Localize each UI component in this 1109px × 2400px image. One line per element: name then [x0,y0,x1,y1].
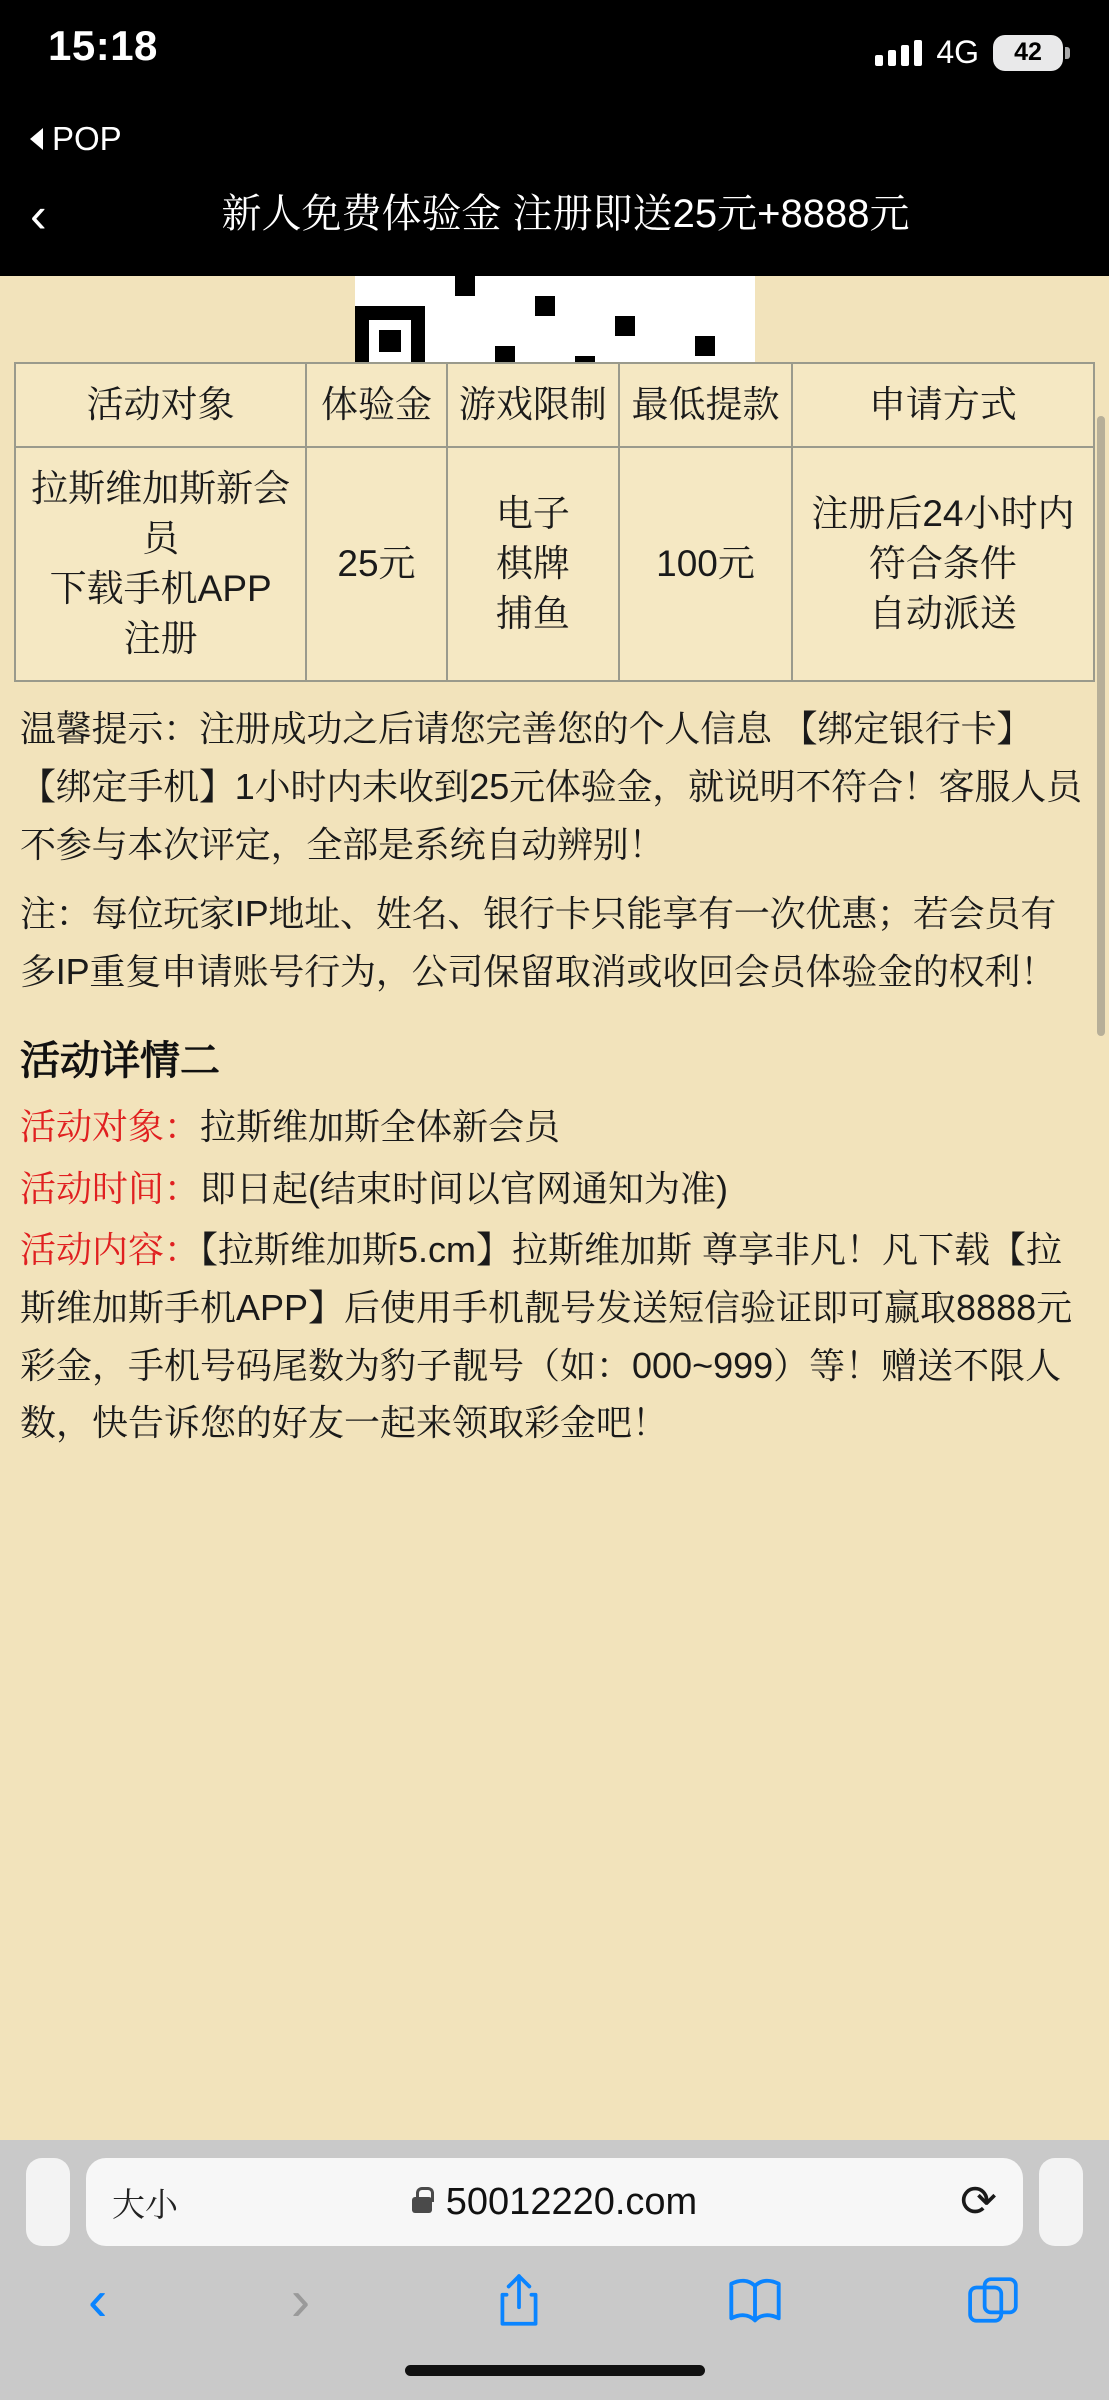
back-to-app-button[interactable] [0,118,1109,166]
qr-code-image [355,276,755,362]
game-limit-line: 电子 [495,492,570,534]
back-triangle-icon [30,128,43,150]
detail-content: 【拉斯维加斯5.cm】拉斯维加斯 尊享非凡！凡下载【拉斯维加斯手机APP】后使用手机靓号发送短信验证即可赢取8888元彩金，手机号码尾数为豹子靓号（如：000~999）等！赠送不限人数，快告诉您的好友一起来领取彩金吧！ [20,1229,1073,1444]
address-bar[interactable] [86,2158,1023,2246]
subject-line: 注册 [123,617,198,659]
qr-code-area [14,276,1095,362]
detail-key: 活动对象： [20,1106,201,1148]
browser-toolbar [26,2246,1083,2340]
page-title-bar [0,166,1109,276]
scrollbar[interactable] [1097,416,1105,1036]
web-content[interactable] [0,276,1109,2140]
network-type-label: 4G [936,34,979,70]
game-limit-line: 捕鱼 [495,592,570,634]
status-indicators [875,34,1063,71]
table-header-cell: 申请方式 [792,363,1094,447]
battery-icon: 42 [993,35,1063,71]
url-row [26,2158,1083,2246]
note-text: 注：每位玩家IP地址、姓名、银行卡只能享有一次优惠；若会员有多IP重复申请账号行为，公司保留取消或收回会员体验金的权利！ [20,892,1057,992]
home-indicator-area [26,2340,1083,2400]
status-bar [0,0,1109,118]
table-header-cell: 体验金 [306,363,446,447]
apply-line: 自动派送 [868,592,1017,634]
table-cell-game-limit [447,447,620,681]
table-cell-apply [792,447,1094,681]
browser-bottom-bar [0,2140,1109,2400]
table-header-cell: 最低提款 [619,363,792,447]
page-title: 新人免费体验金 注册即送25元+8888元 [221,192,910,237]
back-to-app-label: POP [52,120,122,157]
detail-row [14,1158,1095,1220]
detail-row [14,1096,1095,1158]
detail-value: 拉斯维加斯全体新会员 [200,1106,561,1148]
next-tab-edge[interactable] [1039,2158,1083,2246]
lock-icon [412,2197,432,2213]
promo-table [14,362,1095,682]
table-cell-min-withdraw: 100元 [619,447,792,681]
share-icon[interactable] [494,2272,544,2330]
reload-icon[interactable]: ⟳ [960,2177,997,2226]
chevron-left-icon[interactable]: ‹ [88,2268,108,2333]
chevron-left-icon[interactable]: ‹ [30,187,47,243]
status-time: 15:18 [48,22,158,69]
note-text: 温馨提示：注册成功之后请您完善您的个人信息 【绑定银行卡】 【绑定手机】1小时内未收到25元体验金，就说明不符合！客服人员不参与本次评定，全部是系统自动辨别！ [20,707,1082,866]
url-display [86,2177,1023,2226]
game-limit-line: 棋牌 [495,542,570,584]
apply-line: 符合条件 [868,542,1017,584]
chevron-right-icon[interactable]: › [290,2268,311,2333]
table-cell-subject [15,447,306,681]
detail-key: 活动时间： [20,1167,201,1209]
table-header-row [15,363,1094,447]
detail-row [14,1219,1095,1453]
subject-line: 拉斯维加斯新会员 [31,467,291,559]
subject-line: 下载手机APP [49,567,272,609]
section-title: 活动详情二 [20,1039,220,1084]
table-header-cell: 游戏限制 [447,363,620,447]
home-indicator[interactable] [405,2365,705,2376]
tabs-icon[interactable] [967,2276,1021,2326]
page-size-button[interactable]: 大小 [112,2185,178,2223]
book-icon[interactable] [727,2276,783,2326]
detail-value: 即日起(结束时间以官网通知为准) [200,1167,728,1209]
url-text: 50012220.com [445,2180,698,2223]
table-row [15,447,1094,681]
table-header-cell: 活动对象 [15,363,306,447]
detail-key: 活动内容： [20,1229,201,1271]
table-cell-bonus: 25元 [306,447,446,681]
signal-bars-icon [875,40,922,66]
apply-line: 注册后24小时内 [811,492,1075,534]
previous-tab-edge[interactable] [26,2158,70,2246]
